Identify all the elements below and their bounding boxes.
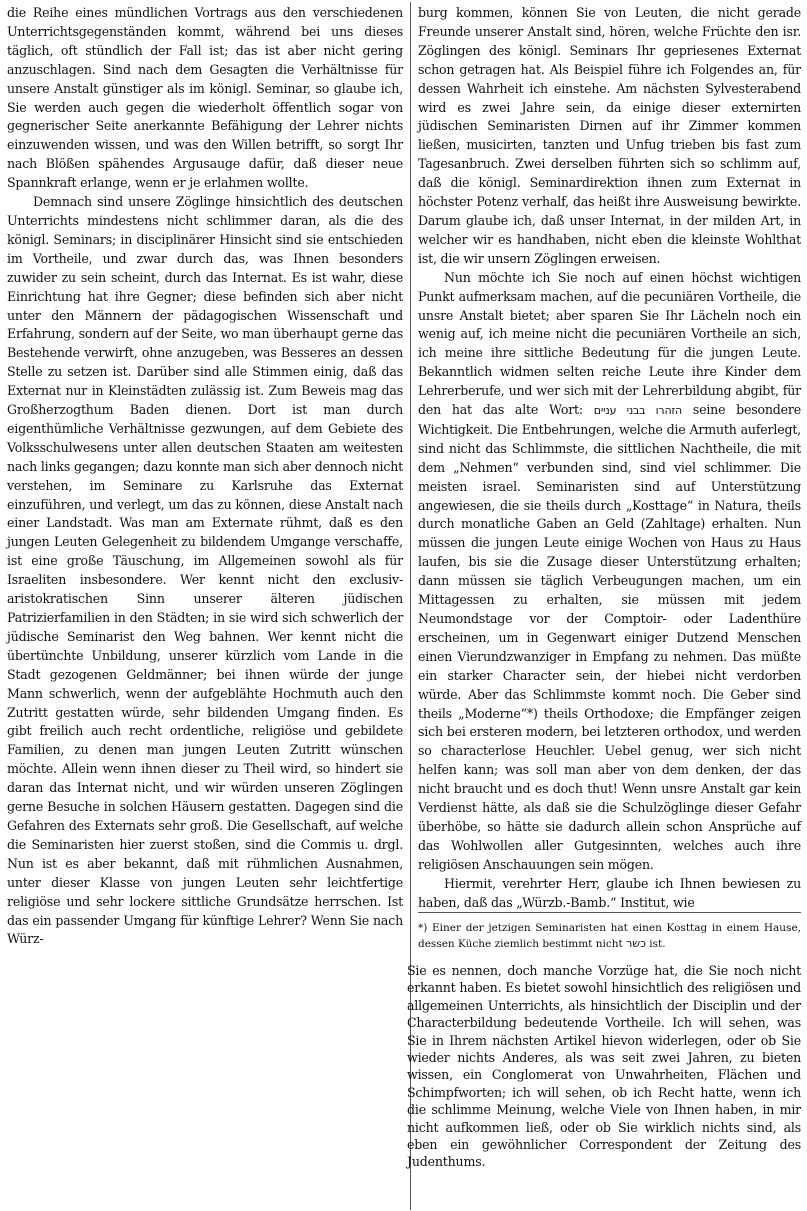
hebrew-word: כשר [626,937,646,950]
footnote-rule [418,912,801,913]
paragraph: die Reihe eines mündlichen Vortrags aus den verschiedenen Unterrichtsgegenständen kommt, während bei uns dieses täglich, oft stündlich der Fall ist; das ist aber nicht gering anzuschlagen. Sind nach dem Gesagten die Verhältnisse für unsere Anstalt günstiger als im königl. Seminar, so glaube ich, Sie werden auch gegen die wiederholt öffentlich sogar von gegnerischer Seite anerkannte Befähigung der Lehrer nichts einzuwenden wissen, und was den Willen betrifft, so sorgt Ihr nach Blößen spähendes Argusauge dafür, daß dieser neue Spannkraft erlange, wenn er je erlahmen wollte. [7,5,403,191]
paragraph [418,269,801,875]
paragraph-text: Nun möchte ich Sie noch auf einen höchst wichtigen Punkt aufmerksam machen, auf die pecuniären Vortheile, die unsre Anstalt bietet; aber sparen Sie Ihr Lächeln noch ein wenig auf, ich meine nicht die pecuniären Vortheile an sich, ich meine ihre sittliche Bedeutung für die jungen Leute. Bekanntlich widmen selten reiche Leute ihre Kinder dem Lehrerberufe, und wer sich mit der Lehrerbildung abgibt, für den hat das alte Wort: [418,269,801,418]
footnote-text: *) Einer der jetzigen Seminaristen hat einen Kosttag in einem Hause, dessen Küche ziemlich bestimmt nicht [418,922,801,950]
paragraph: Hiermit, verehrter Herr, glaube ich Ihnen bewiesen zu haben, daß das „Würzb.-Bamb.“ Institut, wie [418,875,801,910]
paragraph: Sie es nennen, doch manche Vorzüge hat, die Sie noch nicht erkannt haben. Es bietet sowohl hinsichtlich des religiösen und allgemeinen Unterrichts, als hinsichtlich der Disciplin und der Characterbildung bedeutende Vortheile. Ich will sehen, was Sie in Ihrem nächsten Artikel hievon widerlegen, oder ob Sie wieder nichts Anderes, als was seit zwei Jahren, zu bieten wissen, ein Conglomerat von Unwahrheiten, Flächen und Schimpfworten; ich will sehen, ob ich Recht hatte, wenn ich die schlimme Meinung, welche Viele von Ihnen haben, in mir nicht aufkommen ließ, oder ob Sie wirklich nichts sind, als eben ein gewöhnlicher Correspondent der Zeitung des Judenthums. [407,963,801,1170]
paragraph: burg kommen, können Sie von Leuten, die nicht gerade Freunde unserer Anstalt sind, hören, welche Früchte den isr. Zöglingen des königl. Seminars Ihr gepriesenes Externat schon getragen hat. Als Beispiel führe ich Folgendes an, für dessen Wahrheit ich einstehe. Am nächsten Sylvesterabend wird es zwei Jahre sein, da einige dieser externirten jüdischen Seminaristen Dirnen auf ihr Zimmer kommen ließen, musicirten, tanzten und Unfug trieben bis fast zum Tagesanbruch. Zwei derselben führten sich so schlimm auf, daß die königl. Seminardirektion ihnen zum Externat in höchster Potenz verhalf, das heißt ihre Ausweisung bewirkte. Darum glaube ich, daß unser Internat, in der milden Art, in welcher wir es handhaben, nicht eben die kleinste Wohlthat ist, die wir unsern Zöglingen erweisen. [418,5,801,266]
right-column [418,4,801,913]
continuation-block [407,962,801,1171]
left-column [7,4,403,949]
footnote [418,920,801,952]
paragraph-text: seine besondere Wichtigkeit. Die Entbehrungen, welche die Armuth auferlegt, sind nicht das Schlimmste, die sittlichen Nachtheile, die mit dem „Nehmen“ verbunden sind, sind viel schlimmer. Die meisten israel. Seminaristen sind auf Unterstützung angewiesen, die sie theils durch „Kosttage“ in Natura, theils durch monatliche Gaben an Geld (Zahltage) erhalten. Nun müssen die jungen Leute einige Wochen von Haus zu Haus laufen, bis sie die Zusage dieser Unterstützung erhalten; dann müssen sie täglich Verbeugungen machen, um ein Mittagessen zu erhalten, sie müssen mit jedem Neumondstage vor der Comptoir- oder Ladenthüre erscheinen, um in Gegenwart einiger Dutzend Menschen einen Vierundzwanziger in Empfang zu nehmen. Das müßte ein starker Character sein, der hiebei nicht verdorben würde. Aber das Schlimmste kommt noch. Die Geber sind theils „Moderne“*) theils Orthodoxe; die Empfänger zeigen sich bei ersteren modern, bei letzteren orthodox, und werden so characterlose Heuchler. Uebel genug, wer sich nicht helfen kann; was soll man aber von dem denken, der das nicht braucht und es doch thut! Wenn unsre Anstalt gar kein Verdienst hätte, als daß sie die Schulzöglinge dieser Gefahr überhöbe, so hätte sie dadurch allein schon Ansprüche auf das Wohlwollen aller Gutgesinnten, welches auch ihre religiösen Anschauungen sein mögen. [418,402,801,872]
hebrew-quote: הזהרו בבני עניים [593,404,683,418]
footnote-text: ist. [649,938,666,950]
paragraph: Demnach sind unsere Zöglinge hinsichtlich des deutschen Unterrichts mindestens nicht schlimmer daran, als die des königl. Seminars; in disciplinärer Hinsicht sind sie entschieden im Vortheile, und zwar durch das, was Ihnen besonders zuwider zu sein scheint, durch das Internat. Es ist wahr, diese Einrichtung hat ihre Gegner; diese befinden sich aber nicht unter den Männern der pädagogischen Wissenschaft und Erfahrung, sondern auf der Seite, wo man überhaupt gerne das Bestehende verwirft, ohne anzugeben, was Besseres an dessen Stelle zu setzen ist. Darüber sind alle Stimmen einig, daß das Externat nur in Kleinstädten zulässig ist. Zum Beweis mag das Großherzogthum Baden dienen. Dort ist man durch eigenthümliche Verhältnisse gezwungen, auf dem Gebiete des Volksschulwesens unter allen deutschen Staaten am weitesten nach links gegangen; dazu konnte man sich aber dennoch nicht verstehen, im Seminare zu Karlsruhe das Externat einzuführen, und verlegt, um das zu können, diese Anstalt nach einer Landstadt. Was man am Externate rühmt, daß es den jungen Leuten Gelegenheit zu bildendem Umgange verschaffe, ist eine große Täuschung, im Allgemeinen sowohl als für Israeliten insbesondere. Wer kennt nicht den exclusiv-aristokratischen Sinn unserer älteren jüdischen Patrizierfamilien in den Städten; in sie wird sich schwerlich der jüdische Seminarist den Weg bahnen. Wer kennt nicht die übertünchte Unbildung, unserer kürzlich vom Lande in die Stadt gezogenen Geldmänner; bei ihnen würde der junge Mann schwerlich, wenn der aufgeblähte Hochmuth auch den Zutritt gestatten würde, sehr bildenden Umgang finden. Es gibt freilich auch recht ordentliche, religiöse und gebildete Familien, zu denen man jungen Leuten Zutritt wünschen möchte. Allein wenn ihnen dieser zu Theil wird, so hindert sie daran das Internat nicht, und wir würden unseren Zöglingen gerne Besuche in solchen Häusern gestatten. Dagegen sind die Gefahren des Externats sehr groß. Die Gesellschaft, auf welche die Seminaristen hier zuerst stoßen, sind die Commis u. drgl. Nun ist es aber bekannt, daß mit rühmlichen Ausnahmen, unter dieser Klasse von jungen Leuten sehr leichtfertige religiöse und sehr lockere sittliche Grundsätze herrschen. Ist das ein passender Umgang für künftige Lehrer? Wenn Sie nach Würz- [7,194,403,947]
